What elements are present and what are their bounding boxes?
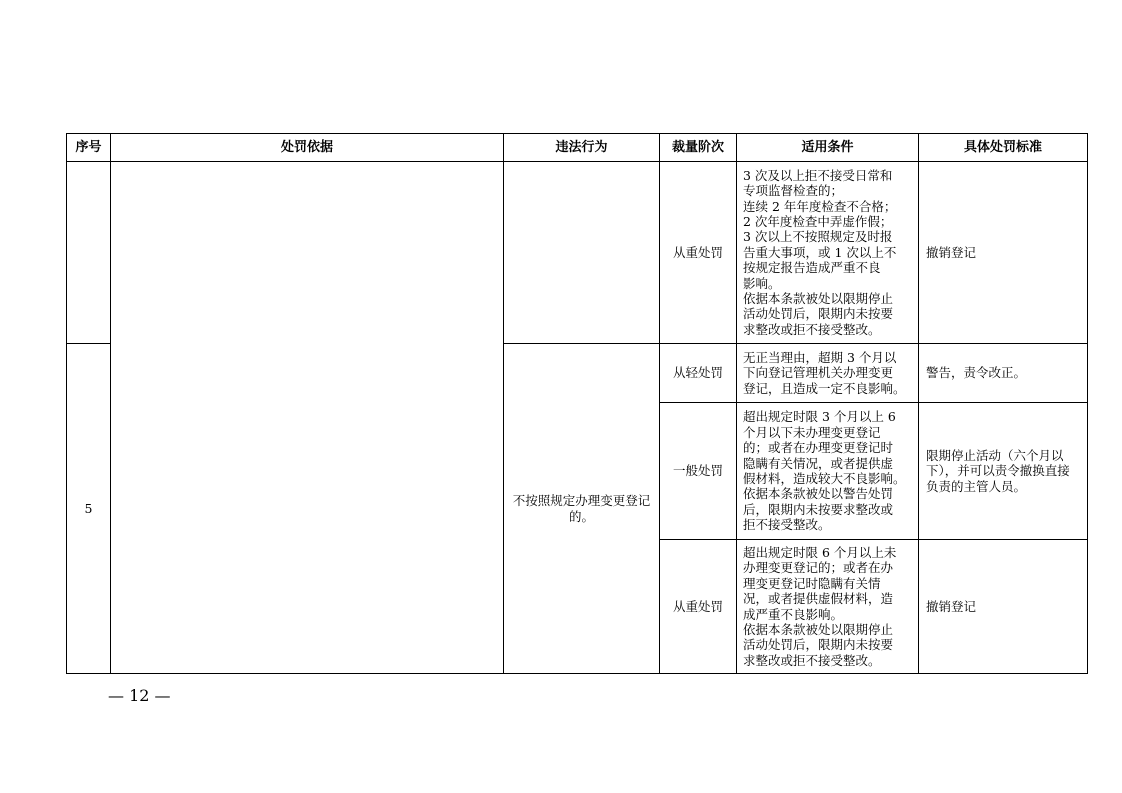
condition-line: 拒不接受整改。 [743, 517, 831, 533]
condition-line: 专项监督检查的； [743, 183, 844, 199]
condition-line: 求整改或拒不接受整改。 [743, 652, 881, 668]
condition-line: 假材料，造成较大不良影响。 [743, 471, 906, 486]
condition-line: 告重大事项，或 1 次以上不 [743, 244, 897, 260]
condition-line: 3 次以上不按照规定及时报 [743, 229, 893, 245]
penalty-standard-cell: 警告，责令改正。 [919, 344, 1088, 403]
condition-line: 办理变更登记的；或者在办 [743, 560, 894, 576]
condition-line: 个月以下未办理变更登记 [743, 424, 881, 440]
discretion-level-cell: 一般处罚 [660, 403, 737, 540]
header-serial-number: 序号 [67, 134, 111, 162]
condition-line: 的；或者在办理变更登记时 [743, 440, 894, 456]
condition-line: 后，限期内未按要求整改或 [743, 501, 894, 517]
discretion-level-cell: 从重处罚 [660, 540, 737, 674]
page-number: — 12 — [108, 686, 171, 705]
condition-line: 活动处罚后，限期内未按要 [743, 637, 894, 653]
table-row [67, 162, 1088, 344]
condition-line: 成严重不良影响。 [743, 606, 844, 622]
condition-line: 连续 2 年年度检查不合格； [743, 198, 897, 214]
condition-line: 超出规定时限 6 个月以上未 [743, 544, 897, 560]
header-violation: 违法行为 [504, 134, 660, 162]
condition-line: 3 次及以上拒不接受日常和 [743, 167, 893, 183]
penalty-standard-cell: 限期停止活动（六个月以下），并可以责令撤换直接负责的主管人员。 [919, 403, 1088, 540]
header-penalty-standard: 具体处罚标准 [919, 134, 1088, 162]
conditions-cell [737, 540, 919, 674]
condition-line: 依据本条款被处以限期停止 [743, 291, 894, 307]
header-applicable-conditions: 适用条件 [737, 134, 919, 162]
condition-line: 无正当理由，超期 3 个月以 [743, 349, 897, 365]
condition-line: 求整改或拒不接受整改。 [743, 321, 881, 337]
condition-line: 按规定报告造成严重不良 [743, 260, 881, 276]
conditions-cell [737, 403, 919, 540]
header-penalty-basis: 处罚依据 [111, 134, 504, 162]
conditions-cell [737, 162, 919, 344]
condition-line: 隐瞒有关情况，或者提供虚 [743, 455, 894, 471]
condition-line: 登记，且造成一定不良影响。 [743, 380, 906, 396]
condition-line: 影响。 [743, 275, 781, 291]
discretion-level-cell: 从轻处罚 [660, 344, 737, 403]
violation-cell-continued [504, 162, 660, 344]
condition-line: 理变更登记时隐瞒有关情 [743, 575, 881, 591]
condition-line: 依据本条款被处以警告处罚 [743, 486, 894, 502]
conditions-cell [737, 344, 919, 403]
serial-number-cell: 5 [67, 344, 111, 674]
condition-line: 活动处罚后，限期内未按要 [743, 306, 894, 322]
condition-line: 下向登记管理机关办理变更 [743, 365, 894, 381]
condition-line: 2 次年度检查中弄虚作假； [743, 213, 893, 229]
condition-line: 超出规定时限 3 个月以上 6 [743, 409, 896, 425]
violation-cell: 不按照规定办理变更登记的。 [504, 344, 660, 674]
penalty-standard-cell: 撤销登记 [919, 162, 1088, 344]
condition-line: 况，或者提供虚假材料，造 [743, 591, 894, 607]
header-discretion-level: 裁量阶次 [660, 134, 737, 162]
serial-number-cell-continued [67, 162, 111, 344]
discretion-level-cell: 从重处罚 [660, 162, 737, 344]
penalty-standard-cell: 撤销登记 [919, 540, 1088, 674]
penalty-basis-cell [111, 162, 504, 674]
condition-line: 依据本条款被处以限期停止 [743, 621, 894, 637]
penalty-table [66, 133, 1088, 674]
table-header-row [67, 134, 1088, 162]
